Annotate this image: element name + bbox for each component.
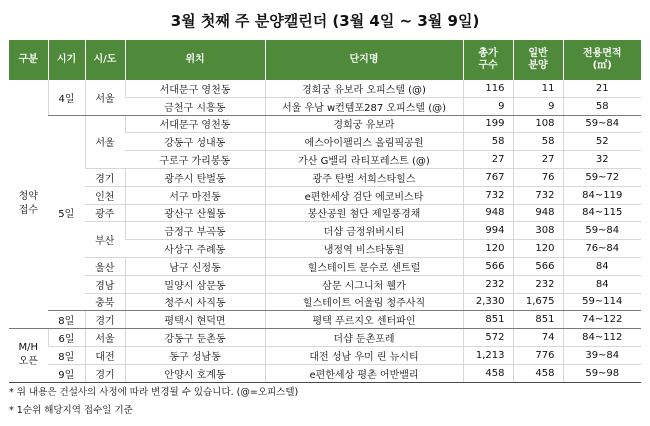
complex-cell: 에스아이팰리스 올림픽공원 xyxy=(265,133,463,151)
header-area: 전용면적 (㎡) xyxy=(563,40,641,80)
complex-cell: 서울 우남 w컨템포287 오피스텔 (@) xyxy=(265,97,463,115)
area-cell: 59~114 xyxy=(563,293,641,311)
general-units-cell: 76 xyxy=(513,168,563,186)
region-cell: 서울 xyxy=(85,115,125,168)
total-units-cell: 120 xyxy=(463,240,513,258)
period-cell: 5일 xyxy=(48,115,85,311)
total-units-cell: 994 xyxy=(463,222,513,240)
complex-cell: 더샵 금정위버시티 xyxy=(265,222,463,240)
general-units-cell: 9 xyxy=(513,97,563,115)
total-units-cell: 58 xyxy=(463,133,513,151)
area-cell: 84~119 xyxy=(563,186,641,204)
general-units-cell: 58 xyxy=(513,133,563,151)
location-cell: 광주시 탄벌동 xyxy=(125,168,265,186)
table-row xyxy=(9,204,641,222)
region-cell: 울산 xyxy=(85,257,125,275)
total-units-cell: 232 xyxy=(463,275,513,293)
region-cell: 경기 xyxy=(85,311,125,329)
location-cell: 평택시 현덕면 xyxy=(125,311,265,329)
region-cell: 경기 xyxy=(85,364,125,382)
location-cell: 강동구 성내동 xyxy=(125,133,265,151)
total-units-cell: 767 xyxy=(463,168,513,186)
general-units-cell: 851 xyxy=(513,311,563,329)
location-cell: 서대문구 영천동 xyxy=(125,115,265,133)
area-cell: 76~84 xyxy=(563,240,641,258)
general-units-cell: 120 xyxy=(513,240,563,258)
table-row xyxy=(9,186,641,204)
period-cell: 8일 xyxy=(48,346,85,364)
table-row xyxy=(9,329,641,347)
general-units-cell: 308 xyxy=(513,222,563,240)
complex-cell: e편한세상 평촌 어반밸리 xyxy=(265,364,463,382)
area-cell: 59~98 xyxy=(563,364,641,382)
area-cell: 84 xyxy=(563,275,641,293)
general-units-cell: 11 xyxy=(513,80,563,97)
complex-cell: 힐스테이트 어울림 청주사직 xyxy=(265,293,463,311)
area-cell: 58 xyxy=(563,97,641,115)
header-location: 위치 xyxy=(125,40,265,80)
complex-cell: 봉산공원 첨단 제일풍경채 xyxy=(265,204,463,222)
complex-cell: 가산 G밸리 라티포레스트 (@) xyxy=(265,151,463,169)
area-cell: 84 xyxy=(563,257,641,275)
complex-cell: 광주 탄벌 서희스타힐스 xyxy=(265,168,463,186)
group-model-house: M/H 오픈 xyxy=(9,329,48,382)
location-cell: 광산구 산월동 xyxy=(125,204,265,222)
location-cell: 강동구 둔촌동 xyxy=(125,329,265,347)
complex-cell: 경희궁 유보라 xyxy=(265,115,463,133)
area-cell: 74~122 xyxy=(563,311,641,329)
period-cell: 9일 xyxy=(48,364,85,382)
table-row xyxy=(9,364,641,382)
table-row xyxy=(9,311,641,329)
region-cell: 광주 xyxy=(85,204,125,222)
header-category: 구분 xyxy=(9,40,48,80)
table-row xyxy=(9,168,641,186)
complex-cell: e편한세상 검단 에코비스타 xyxy=(265,186,463,204)
location-cell: 남구 신정동 xyxy=(125,257,265,275)
general-units-cell: 776 xyxy=(513,346,563,364)
region-cell: 대전 xyxy=(85,346,125,364)
complex-cell: 냉정역 비스타동원 xyxy=(265,240,463,258)
general-units-cell: 948 xyxy=(513,204,563,222)
general-units-cell: 458 xyxy=(513,364,563,382)
period-cell: 6일 xyxy=(48,329,85,347)
total-units-cell: 116 xyxy=(463,80,513,97)
total-units-cell: 566 xyxy=(463,257,513,275)
total-units-cell: 851 xyxy=(463,311,513,329)
location-cell: 구로구 가리봉동 xyxy=(125,151,265,169)
page-title: 3월 첫째 주 분양캘린더 (3월 4일 ~ 3월 9일) xyxy=(170,12,480,30)
general-units-cell: 732 xyxy=(513,186,563,204)
total-units-cell: 732 xyxy=(463,186,513,204)
location-cell: 밀양시 삼문동 xyxy=(125,275,265,293)
area-cell: 39~84 xyxy=(563,346,641,364)
general-units-cell: 27 xyxy=(513,151,563,169)
header-row xyxy=(9,40,641,80)
region-cell: 서울 xyxy=(85,329,125,347)
location-cell: 서대문구 영천동 xyxy=(125,80,265,97)
group-subscription: 청약 접수 xyxy=(9,80,48,329)
region-cell: 인천 xyxy=(85,186,125,204)
table-row xyxy=(9,115,641,133)
region-cell: 경남 xyxy=(85,275,125,293)
location-cell: 금천구 시흥동 xyxy=(125,97,265,115)
general-units-cell: 1,675 xyxy=(513,293,563,311)
header-general-units: 일반 분양 xyxy=(513,40,563,80)
period-cell: 4일 xyxy=(48,80,85,115)
footnote: * 1순위 해당지역 접수일 기준 xyxy=(9,405,133,416)
header-complex: 단지명 xyxy=(265,40,463,80)
footnotes xyxy=(9,384,298,420)
sales-calendar-table xyxy=(9,40,641,383)
table-row xyxy=(9,293,641,311)
region-cell: 부산 xyxy=(85,222,125,258)
complex-cell: 평택 푸르지오 센터파인 xyxy=(265,311,463,329)
complex-cell: 경희궁 유보라 오피스텔 (@) xyxy=(265,80,463,97)
general-units-cell: 566 xyxy=(513,257,563,275)
table-row xyxy=(9,222,641,240)
area-cell: 52 xyxy=(563,133,641,151)
location-cell: 서구 마전동 xyxy=(125,186,265,204)
general-units-cell: 74 xyxy=(513,329,563,347)
total-units-cell: 199 xyxy=(463,115,513,133)
header-total-units: 총가 구수 xyxy=(463,40,513,80)
header-period: 시기 xyxy=(48,40,85,80)
location-cell: 동구 성남동 xyxy=(125,346,265,364)
area-cell: 84~115 xyxy=(563,204,641,222)
complex-cell: 힐스테이트 문수로 센트럴 xyxy=(265,257,463,275)
region-cell: 경기 xyxy=(85,168,125,186)
area-cell: 21 xyxy=(563,80,641,97)
total-units-cell: 9 xyxy=(463,97,513,115)
total-units-cell: 27 xyxy=(463,151,513,169)
location-cell: 금정구 부곡동 xyxy=(125,222,265,240)
general-units-cell: 108 xyxy=(513,115,563,133)
location-cell: 안양시 호계동 xyxy=(125,364,265,382)
table-row xyxy=(9,275,641,293)
table-row xyxy=(9,346,641,364)
area-cell: 32 xyxy=(563,151,641,169)
total-units-cell: 948 xyxy=(463,204,513,222)
total-units-cell: 458 xyxy=(463,364,513,382)
complex-cell: 더샵 둔촌포레 xyxy=(265,329,463,347)
header-region: 시/도 xyxy=(85,40,125,80)
general-units-cell: 232 xyxy=(513,275,563,293)
location-cell: 청주시 사직동 xyxy=(125,293,265,311)
complex-cell: 삼문 시그니처 웰가 xyxy=(265,275,463,293)
total-units-cell: 1,213 xyxy=(463,346,513,364)
total-units-cell: 2,330 xyxy=(463,293,513,311)
area-cell: 59~84 xyxy=(563,115,641,133)
location-cell: 사상구 주례동 xyxy=(125,240,265,258)
area-cell: 59~84 xyxy=(563,222,641,240)
complex-cell: 대전 성남 우미 린 뉴시티 xyxy=(265,346,463,364)
total-units-cell: 572 xyxy=(463,329,513,347)
table-row xyxy=(9,80,641,97)
area-cell: 59~72 xyxy=(563,168,641,186)
period-cell: 8일 xyxy=(48,311,85,329)
area-cell: 84~112 xyxy=(563,329,641,347)
footnote: * 위 내용은 건설사의 사정에 따라 변경될 수 있습니다. (@=오피스텔) xyxy=(9,387,299,398)
region-cell: 서울 xyxy=(85,80,125,115)
table-row xyxy=(9,257,641,275)
region-cell: 충북 xyxy=(85,293,125,311)
